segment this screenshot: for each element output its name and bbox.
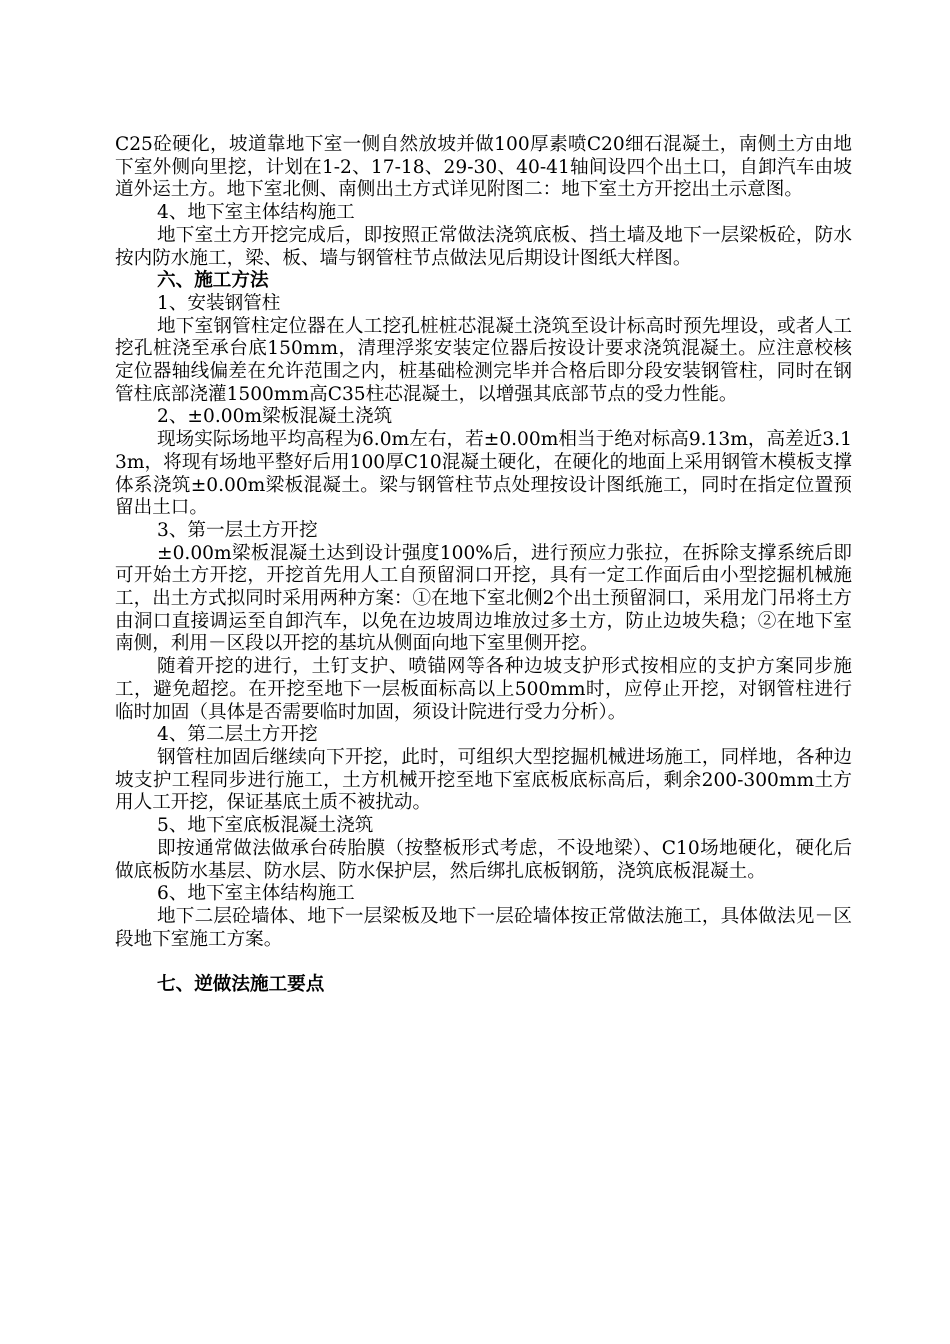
subheading-bottom-slab-pouring: 5、地下室底板混凝土浇筑 bbox=[157, 815, 374, 837]
paragraph-install-steel-columns: 地下室钢管柱定位器在人工挖孔桩桩芯混凝土浇筑至设计标高时预先埋设，或者人工挖孔桩浇至承台底150mm，清理浮浆安装定位器后按设计要求浇筑混凝土。应注意校核定位器轴线偏差在允许范围之内，桩基础检测完毕并合格后即分段安装钢管柱，同时在钢管柱底部浇灌1500mm高C35柱芯混凝土，以增强其底部节点的受力性能。 bbox=[115, 315, 852, 405]
paragraph-second-excavation: 钢管柱加固后继续向下开挖，此时，可组织大型挖掘机械进场施工，同样地，各种边坡支护工程同步进行施工，土方机械开挖至地下室底板底标高后，剩余200-300mm土方用人工开挖，保证基底土质不被扰动。 bbox=[115, 746, 852, 814]
subheading-second-excavation: 4、第二层土方开挖 bbox=[157, 724, 318, 746]
subheading-beam-slab-pouring: 2、±0.00m梁板混凝土浇筑 bbox=[157, 406, 393, 428]
paragraph-main-structure: 地下二层砼墙体、地下一层梁板及地下一层砼墙体按正常做法施工，具体做法见－区段地下室施工方案。 bbox=[115, 905, 852, 950]
paragraph-first-excavation: ±0.00m梁板混凝土达到设计强度100%后，进行预应力张拉，在拆除支撑系统后即可开始土方开挖，开挖首先用人工自预留洞口开挖，具有一定工作面后由小型挖掘机械施工，出土方式拟同时采用两种方案：①在地下室北侧2个出土预留洞口，采用龙门吊将土方由洞口直接调运至自卸汽车，以免在边坡周边堆放过多土方，防止边坡失稳；②在地下室南侧，利用－区段以开挖的基坑从侧面向地下室里侧开挖。 bbox=[115, 542, 852, 655]
blank-line bbox=[115, 951, 852, 974]
paragraph-slope-hardening: C25砼硬化，坡道靠地下室一侧自然放坡并做100厚素喷C20细石混凝土，南侧土方由地下室外侧向里挖，计划在1-2、17-18、29-30、40-41轴间设四个出土口，自卸汽车由坡道外运土方。地下室北侧、南侧出土方式详见附图二：地下室土方开挖出土示意图。 bbox=[115, 134, 852, 201]
subheading-install-steel-columns: 1、安装钢管柱 bbox=[157, 292, 281, 314]
document-page bbox=[115, 134, 852, 997]
subheading-basement-structure: 4、地下室主体结构施工 bbox=[157, 202, 355, 224]
paragraph-basement-structure: 地下室土方开挖完成后，即按照正常做法浇筑底板、挡土墙及地下一层梁板砼，防水按内防水施工，梁、板、墙与钢管柱节点做法见后期设计图纸大样图。 bbox=[115, 224, 852, 269]
paragraph-bottom-slab-pouring: 即按通常做法做承台砖胎膜（按整板形式考虑，不设地梁）、C10场地硬化，硬化后做底板防水基层、防水层、防水保护层，然后绑扎底板钢筋，浇筑底板混凝土。 bbox=[115, 837, 852, 882]
section-heading-construction-method: 六、施工方法 bbox=[157, 270, 269, 292]
paragraph-slope-support: 随着开挖的进行，土钉支护、喷锚网等各种边坡支护形式按相应的支护方案同步施工，避免超挖。在开挖至地下一层板面标高以上500mm时，应停止开挖，对钢管柱进行临时加固（具体是否需要临时加固，须设计院进行受力分析）。 bbox=[115, 656, 852, 723]
subheading-main-structure: 6、地下室主体结构施工 bbox=[157, 883, 355, 905]
subheading-first-excavation: 3、第一层土方开挖 bbox=[157, 519, 318, 541]
section-heading-top-down-key-points: 七、逆做法施工要点 bbox=[157, 974, 325, 995]
paragraph-beam-slab-pouring: 现场实际场地平均高程为6.0m左右，若±0.00m相当于绝对标高9.13m，高差近3.13m，将现有场地平整好后用100厚C10混凝土硬化，在硬化的地面上采用钢管木模板支撑体系浇筑±0.00m梁板混凝土。梁与钢管柱节点处理按设计图纸施工，同时在指定位置预留出土口。 bbox=[115, 429, 852, 519]
